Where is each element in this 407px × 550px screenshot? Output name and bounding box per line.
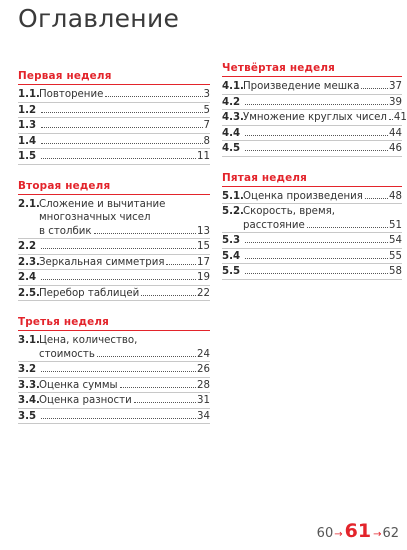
toc-entry[interactable] bbox=[222, 79, 402, 95]
entry-title: Произведение мешка bbox=[243, 81, 360, 92]
entry-page-number: 13 bbox=[197, 225, 210, 237]
dot-leader bbox=[105, 96, 202, 97]
entry-body bbox=[39, 256, 210, 270]
entry-line bbox=[243, 219, 402, 233]
dot-leader bbox=[41, 248, 196, 249]
toc-entry[interactable] bbox=[18, 270, 210, 286]
entry-line bbox=[39, 256, 210, 270]
toc-entry[interactable] bbox=[18, 118, 210, 134]
entry-line bbox=[39, 240, 210, 254]
toc-section bbox=[18, 316, 210, 424]
entry-title: расстояние bbox=[243, 219, 305, 231]
entry-number: 2.3. bbox=[18, 256, 40, 268]
entry-body bbox=[39, 119, 210, 133]
entry-body bbox=[39, 198, 210, 239]
dot-leader bbox=[41, 127, 203, 128]
entry-number: 5.1. bbox=[222, 190, 244, 202]
entry-number: 5.4 bbox=[222, 250, 241, 262]
entry-number: 3.2 bbox=[18, 364, 37, 375]
entry-number: 5.2. bbox=[222, 206, 244, 217]
toc-entry[interactable] bbox=[222, 189, 402, 205]
entry-body bbox=[39, 410, 210, 424]
entry-line bbox=[39, 225, 210, 239]
entry-body bbox=[243, 80, 402, 94]
entry-page-number: 15 bbox=[197, 241, 210, 252]
entry-line bbox=[39, 410, 210, 424]
entry-page-number: 3 bbox=[203, 89, 210, 100]
entry-line bbox=[39, 150, 210, 164]
entry-number: 2.5. bbox=[18, 287, 40, 299]
dot-leader bbox=[41, 371, 196, 372]
toc-section bbox=[222, 62, 407, 157]
entry-body bbox=[243, 265, 402, 279]
toc-column-left bbox=[18, 70, 210, 439]
entry-line bbox=[39, 334, 210, 348]
toc-entry[interactable] bbox=[18, 333, 210, 362]
entry-line bbox=[39, 211, 210, 225]
entry-number: 4.2 bbox=[222, 96, 241, 108]
entry-line bbox=[39, 88, 210, 102]
entry-body bbox=[243, 234, 402, 248]
dot-leader bbox=[41, 112, 203, 113]
entry-body bbox=[243, 250, 402, 264]
entry-title: Оценка произведения bbox=[243, 190, 363, 202]
entry-number: 2.4 bbox=[18, 272, 37, 283]
page-navigator bbox=[317, 520, 399, 542]
entry-line bbox=[243, 234, 402, 248]
entry-number: 3.4. bbox=[18, 395, 40, 406]
current-page-number: 61 bbox=[344, 520, 372, 542]
section-title: Первая неделя bbox=[18, 70, 210, 85]
entry-body bbox=[39, 150, 210, 164]
entry-page-number: 24 bbox=[197, 348, 210, 360]
page-title: Оглавление bbox=[18, 4, 180, 33]
dot-leader bbox=[97, 356, 196, 357]
toc-entry[interactable] bbox=[18, 409, 210, 425]
entry-page-number: 48 bbox=[389, 190, 402, 202]
entry-title: Зеркальная симметрия bbox=[39, 256, 165, 268]
toc-entry[interactable] bbox=[18, 239, 210, 255]
toc-entry[interactable] bbox=[18, 286, 210, 302]
arrow-right-icon: → bbox=[334, 529, 343, 540]
toc-entry[interactable] bbox=[222, 95, 402, 111]
dot-leader bbox=[361, 88, 388, 89]
toc-entry[interactable] bbox=[18, 87, 210, 103]
entry-page-number: 34 bbox=[197, 410, 210, 422]
toc-section bbox=[18, 180, 210, 302]
entry-line bbox=[243, 250, 402, 264]
toc-entry[interactable] bbox=[222, 110, 407, 126]
toc-entry[interactable] bbox=[18, 134, 210, 150]
entry-number: 5.3 bbox=[222, 235, 241, 246]
entry-line bbox=[39, 271, 210, 285]
dot-leader bbox=[141, 295, 196, 296]
entry-page-number: 22 bbox=[197, 287, 210, 299]
entry-number: 1.5 bbox=[18, 151, 37, 162]
dot-leader bbox=[41, 279, 196, 280]
entry-page-number: 19 bbox=[197, 272, 210, 283]
section-title: Вторая неделя bbox=[18, 180, 210, 195]
entry-line bbox=[39, 135, 210, 149]
entry-line bbox=[39, 104, 210, 118]
entry-title: Умножение круглых чисел bbox=[243, 112, 387, 123]
entry-page-number: 39 bbox=[389, 96, 402, 108]
entry-title: в столбик bbox=[39, 225, 92, 237]
entry-body bbox=[243, 96, 402, 110]
entry-page-number: 17 bbox=[197, 256, 210, 268]
entry-number: 4.5 bbox=[222, 143, 241, 154]
entry-page-number: 51 bbox=[389, 219, 402, 231]
entry-page-number: 28 bbox=[197, 379, 210, 391]
entry-page-number: 41 bbox=[393, 112, 407, 123]
entry-number: 2.1. bbox=[18, 198, 40, 210]
entry-body bbox=[243, 127, 402, 141]
entry-page-number: 44 bbox=[389, 127, 402, 139]
entry-number: 1.1. bbox=[18, 89, 40, 100]
toc-column-right bbox=[222, 62, 407, 295]
entry-page-number: 11 bbox=[197, 151, 210, 162]
entry-page-number: 58 bbox=[389, 266, 402, 277]
dot-leader bbox=[245, 258, 388, 259]
entry-title: многозначных чисел bbox=[39, 212, 151, 223]
dot-leader bbox=[245, 135, 388, 136]
entry-body bbox=[39, 394, 210, 408]
entry-body bbox=[39, 334, 210, 361]
entry-page-number: 8 bbox=[203, 135, 210, 147]
entry-line bbox=[39, 287, 210, 301]
entry-body bbox=[39, 240, 210, 254]
dot-leader bbox=[134, 402, 196, 403]
toc-entry[interactable] bbox=[18, 197, 210, 240]
entry-title: Цена, количество, bbox=[39, 335, 138, 346]
entry-page-number: 31 bbox=[197, 395, 210, 406]
entry-body bbox=[243, 205, 402, 232]
entry-body bbox=[39, 379, 210, 393]
entry-line bbox=[39, 348, 210, 362]
entry-line bbox=[243, 80, 402, 94]
dot-leader bbox=[41, 143, 203, 144]
entry-line bbox=[39, 379, 210, 393]
section-title: Третья неделя bbox=[18, 316, 210, 331]
arrow-right-icon: → bbox=[373, 529, 382, 540]
entry-page-number: 55 bbox=[389, 250, 402, 262]
entry-body bbox=[39, 104, 210, 118]
entry-number: 1.2 bbox=[18, 104, 37, 116]
entry-line bbox=[39, 363, 210, 377]
toc-entry[interactable] bbox=[18, 255, 210, 271]
entry-body bbox=[243, 142, 402, 156]
entry-page-number: 37 bbox=[389, 81, 402, 92]
entry-title: Повторение bbox=[39, 89, 104, 100]
dot-leader bbox=[41, 158, 196, 159]
prev-page-link[interactable]: 60 bbox=[316, 526, 334, 541]
entry-body bbox=[39, 363, 210, 377]
entry-title: стоимость bbox=[39, 348, 95, 360]
entry-number: 4.1. bbox=[222, 81, 244, 92]
entry-line bbox=[243, 96, 402, 110]
dot-leader bbox=[120, 387, 196, 388]
entry-line bbox=[243, 111, 407, 125]
entry-number: 2.2 bbox=[18, 241, 37, 252]
entry-line bbox=[39, 119, 210, 133]
dot-leader bbox=[166, 264, 196, 265]
entry-page-number: 46 bbox=[389, 143, 402, 154]
entry-number: 5.5 bbox=[222, 266, 241, 277]
toc-entry[interactable] bbox=[222, 126, 402, 142]
entry-number: 3.5 bbox=[18, 410, 37, 422]
entry-body bbox=[39, 135, 210, 149]
entry-page-number: 54 bbox=[389, 235, 402, 246]
entry-number: 4.3. bbox=[222, 112, 244, 123]
entry-page-number: 5 bbox=[203, 104, 210, 116]
entry-page-number: 26 bbox=[197, 364, 210, 375]
dot-leader bbox=[41, 418, 196, 419]
toc-entry[interactable] bbox=[222, 204, 402, 233]
entry-number: 4.4 bbox=[222, 127, 241, 139]
entry-line bbox=[39, 394, 210, 408]
dot-leader bbox=[245, 104, 388, 105]
section-title: Четвёртая неделя bbox=[222, 62, 402, 77]
entry-number: 1.4 bbox=[18, 135, 37, 147]
toc-entry[interactable] bbox=[222, 141, 402, 157]
toc-entry[interactable] bbox=[18, 103, 210, 119]
toc-section bbox=[222, 172, 402, 280]
dot-leader bbox=[307, 227, 388, 228]
entry-line bbox=[243, 127, 402, 141]
dot-leader bbox=[245, 273, 388, 274]
dot-leader bbox=[94, 233, 196, 234]
entry-body bbox=[39, 287, 210, 301]
dot-leader bbox=[245, 150, 388, 151]
toc-section bbox=[18, 70, 210, 165]
entry-line bbox=[243, 190, 402, 204]
entry-title: Перебор таблицей bbox=[39, 287, 140, 299]
entry-title: Оценка суммы bbox=[39, 379, 118, 391]
entry-number: 1.3 bbox=[18, 120, 37, 131]
entry-body bbox=[243, 111, 407, 125]
section-title: Пятая неделя bbox=[222, 172, 402, 187]
dot-leader bbox=[245, 242, 388, 243]
entry-page-number: 7 bbox=[203, 120, 210, 131]
entry-body bbox=[39, 271, 210, 285]
entry-title: Сложение и вычитание bbox=[39, 198, 166, 210]
entry-number: 3.1. bbox=[18, 335, 40, 346]
toc-entry[interactable] bbox=[18, 149, 210, 165]
toc-entry[interactable] bbox=[222, 233, 402, 249]
entry-line bbox=[243, 265, 402, 279]
toc-entry[interactable] bbox=[18, 362, 210, 378]
entry-title: Оценка разности bbox=[39, 395, 132, 406]
toc-entry[interactable] bbox=[222, 249, 402, 265]
dot-leader bbox=[389, 119, 393, 120]
entry-title: Скорость, время, bbox=[243, 206, 336, 217]
entry-body bbox=[39, 88, 210, 102]
dot-leader bbox=[365, 198, 388, 199]
toc-entry[interactable] bbox=[18, 393, 210, 409]
entry-body bbox=[243, 190, 402, 204]
entry-line bbox=[39, 198, 210, 212]
entry-number: 3.3. bbox=[18, 379, 40, 391]
entry-line bbox=[243, 205, 402, 219]
toc-entry[interactable] bbox=[222, 264, 402, 280]
toc-entry[interactable] bbox=[18, 378, 210, 394]
entry-line bbox=[243, 142, 402, 156]
next-page-link[interactable]: 62 bbox=[382, 526, 399, 541]
